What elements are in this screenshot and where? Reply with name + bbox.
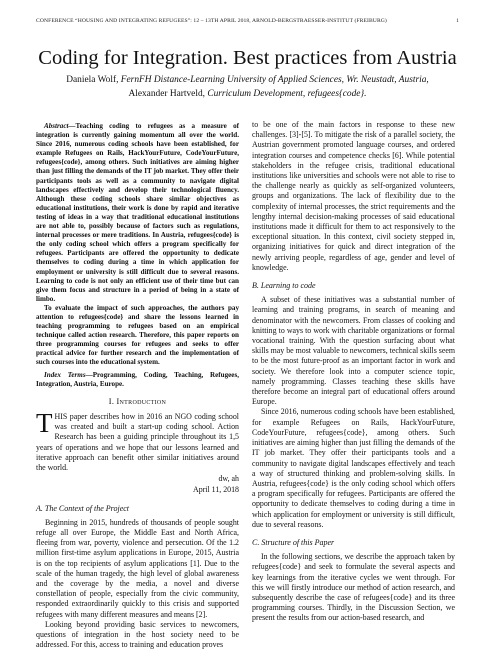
abstract-paragraph-1: Abstract—Teaching coding to refugees as a measure of integration is currently gaining momentum all over the world. Since 2016, numerous coding schools have been established, for example Refugees on Rails, HackYourFuture, CodeYourFuture, refugees{code}, among others. Such initiatives are aiming higher than just filling the demands of the IT job market. They offer their participants tools as well as a community to navigate digital landscapes effectively and develop their technological fluency. Although these coding schools share similar objectives as educational institutions, their work is done by rapid and iterative testing of ideas in a way that traditional educational institutions are not able to, possibly because of factors such as regulations, internal processes or mere traditions. In Austria, refugees{code} is the only coding school which offers a program specifically for refugees. Participants are offered the opportunity to dedicate themselves to coding during a time in which application for employment or university is still difficult due to several reasons. Learning to code is not only an efficient use of their time but can give them focus and structure in a period of being in a state of limbo. bbox=[36, 122, 239, 303]
intro-paragraph: THIS paper describes how in 2016 an NGO coding school was created and built a start-up coding school. Action Research has been a guiding principle throughout its 1,5 years of operations and we hope that our lessons learned and iterative approach can benefit other similar initiatives around the world. bbox=[36, 407, 239, 472]
author-2-name: Alexander Hartveld, bbox=[128, 88, 205, 99]
context-paragraph-1: Beginning in 2015, hundreds of thousands of people sought refuge all over Europe, the Middle East and North Africa, fleeing from war, poverty, violence and persecution. Of the 1.2 million first-time asylum applications in Europe, 2015, Austria is on the top recipients of asylum applications [1]. Due to the scale of the human tragedy, the high level of global awareness and the coverage by the media, a novel and diverse constellation of people, especially from the civic community, responded extraordinarily quickly to this crisis and supported refugees with many different measures and means [2]. bbox=[36, 517, 239, 619]
author-1-name: Daniela Wolf, bbox=[66, 75, 119, 85]
intro-date: April 11, 2018 bbox=[193, 485, 239, 495]
section-heading-introduction: I. Introduction bbox=[108, 396, 167, 406]
drop-cap: T bbox=[36, 407, 53, 438]
right-column bbox=[252, 120, 455, 624]
left-column bbox=[36, 122, 239, 650]
author-2-affiliation: Curriculum Development, refugees{code}. bbox=[207, 88, 367, 99]
subsection-heading-learning: B. Learning to code bbox=[252, 281, 316, 291]
structure-paragraph-1: In the following sections, we describe the approach taken by refugees{code} and seek to formulate the several aspects and key learnings from the iterative cycles we went through. For this we will firstly introduce our method of action research, and subsequently describe the case of refugees{code} and its three programming courses. Thirdly, in the Discussion Section, we present the results from our action-based research, and bbox=[252, 552, 455, 623]
abstract bbox=[36, 122, 239, 368]
subsection-heading-context: A. The Context of the Project bbox=[36, 503, 130, 513]
index-terms: Index Terms—Programming, Coding, Teaching, Refugees, Integration, Austria, Europe. bbox=[36, 370, 239, 388]
subsection-heading-structure: C. Structure of this Paper bbox=[252, 537, 335, 547]
abstract-label: Abstract— bbox=[44, 122, 76, 130]
author-block bbox=[60, 74, 435, 101]
context-paragraph-2: Looking beyond providing basic services to newcomers, questions of integration in the host society need to be addressed. For this, access to training and education proves bbox=[36, 619, 239, 650]
abstract-paragraph-2: To evaluate the impact of such approaches, the authors pay attention to refugees{code} and share the lessons learned in teaching programming to refugees based on an empirical technique called action research. Therefore, this paper reports on three programming courses for refugees and seeks to offer practical advice for further research and the implementation of such courses into the educational system. bbox=[36, 303, 239, 367]
learning-paragraph-2: Since 2016, numerous coding schools have been established, for example Refugees on Rails, HackYourFuture, CodeYourFuture, refugees{code}, among others. Such initiatives are aiming higher than just filling the demands of the IT job market. They offer their participants tools and a community to navigate digital landscapes effectively and teach a way of structured thinking and problem-solving skills. In Austria, refugees{code} is the only coding school which offers a program specifically for refugees. Participants are offered the opportunity to dedicate themselves to coding during a time in which application for employment or university is still difficult, due to several reasons. bbox=[252, 407, 455, 529]
page-number: 1 bbox=[456, 18, 459, 24]
author-1-affiliation: FernFH Distance-Learning University of Applied Sciences, Wr. Neustadt, Austria, bbox=[120, 75, 429, 85]
paper-title: Coding for Integration. Best practices from Austria bbox=[38, 47, 457, 69]
intro-signature: dw, ah bbox=[218, 474, 239, 484]
running-header bbox=[36, 18, 459, 24]
context-continuation: to be one of the main factors in response to these new challenges. [3]-[5]. To mitigate the risk of a parallel society, the Austrian government promoted language courses, and ordered integration courses and competence checks [6]. While potential stakeholders in the refugee crisis, traditional educational institutions like universities and schools were not able to rise to the challenge nearly as quickly as self-organized volunteers, groups and organizations. The lack of flexibility due to the complexity of internal processes, the strict requirements and the lengthy internal decision-making processes of said educational institutions made it difficult for them to act responsively to the exceptional situation. In this context, civil society stepped in, organizing initiatives for quick and direct integration of the newly arriving people, regardless of age, gender and level of knowledge. bbox=[252, 120, 455, 272]
conference-header: CONFERENCE “HOUSING AND INTEGRATING REFUGEES”: 12 – 13TH APRIL 2018, ARNOLD-BERGSTRAESSER-INSTITUT (FREIBURG) bbox=[36, 18, 387, 24]
learning-paragraph-1: A subset of these initiatives was a substantial number of learning and training programs, in search of meaning and denominator with the newcomers. From classes of cooking and knitting to ways to work with charitable organizations or formal vocational training. With the question surfacing about what skills may be most valuable to newcomers, technical skills seem to be the most future-proof as an important factor in work and society. We therefore look into a computer science topic, namely programming. Classes teaching these skills have therefore become an integral part of educational offers around Europe. bbox=[252, 295, 455, 407]
index-terms-label: Index Terms bbox=[44, 370, 86, 379]
